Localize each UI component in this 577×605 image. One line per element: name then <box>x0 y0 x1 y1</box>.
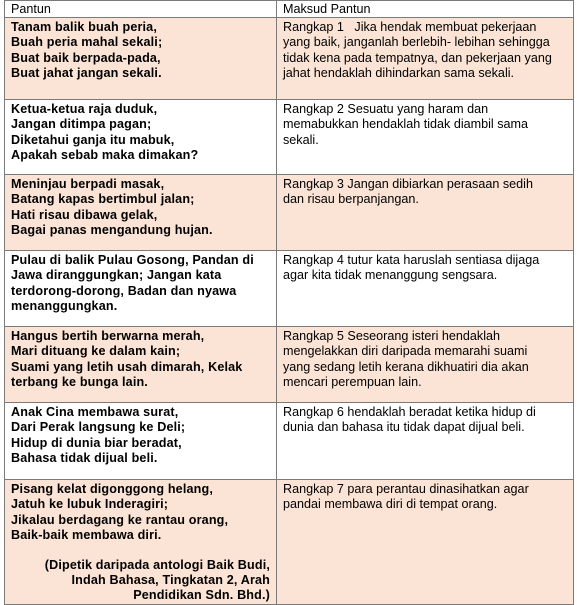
verse-line: Jikalau berdagang ke rantau orang, <box>11 512 229 527</box>
maksud-cell <box>277 18 574 100</box>
verse-line: terbang ke bunga lain. <box>11 374 148 389</box>
verse-line: Tanam balik buah peria, <box>11 20 157 35</box>
verse-line: Bahasa tidak dijual beli. <box>11 450 158 465</box>
meaning-line: Rangkap 5 Seseorang isteri hendaklah <box>283 329 501 344</box>
verse-line: Batang kapas bertimbul jalan; <box>11 192 195 207</box>
maksud-cell <box>277 403 574 480</box>
meaning-line: jahat hendaklah dihindarkan sama sekali. <box>283 65 515 80</box>
verse-line: Suami yang letih usah dimarah, Kelak <box>11 359 243 374</box>
table-row <box>5 175 574 251</box>
verse-line: Hidup di dunia biar beradat, <box>11 435 182 450</box>
header-maksud-pantun: Maksud Pantun <box>277 1 574 18</box>
meaning-line: mengelakkan diri daripada memarahi suami <box>283 344 528 359</box>
meaning-line: Rangkap 4 tutur kata haruslah sentiasa dijaga <box>283 253 540 268</box>
verse-line: Mari dituang ke dalam kain; <box>11 344 181 359</box>
pantun-verse-cell <box>5 327 277 403</box>
verse-line: Apakah sebab maka dimakan? <box>11 147 199 162</box>
verse-line: terdorong-dorong, Badan dan nyawa <box>11 283 237 298</box>
verse-line: Jangan ditimpa pagan; <box>11 117 152 132</box>
meaning-line: dunia dan bahasa itu tidak dapat dijual beli. <box>283 420 525 435</box>
verse-line: Pisang kelat digonggong helang, <box>11 482 213 497</box>
source-line: Pendidikan Sdn. Bhd.) <box>133 588 270 603</box>
meaning-line: Rangkap 7 para perantau dinasihatkan agar <box>283 482 529 497</box>
meaning-line: dan risau berpanjangan. <box>283 192 419 207</box>
verse-line: Baik-baik membawa diri. <box>11 527 162 542</box>
verse-line: Buat jahat jangan sekali. <box>11 65 162 80</box>
maksud-cell <box>277 100 574 175</box>
meaning-line: Rangkap 2 Sesuatu yang haram dan <box>283 102 489 117</box>
pantun-verse-cell <box>5 100 277 175</box>
pantun-table <box>4 0 574 605</box>
pantun-verse-cell <box>5 18 277 100</box>
meaning-line: memabukkan hendaklah tidak diambil sama <box>283 117 529 132</box>
verse-line: Buat baik berpada-pada, <box>11 50 161 65</box>
maksud-cell <box>277 480 574 604</box>
meaning-line: Rangkap 3 Jangan dibiarkan perasaan sedih <box>283 177 533 192</box>
verse-line: Meninjau berpadi masak, <box>11 177 165 192</box>
meaning-line: pandai membawa diri di tempat orang. <box>283 497 498 512</box>
meaning-line: agar kita tidak menanggung sengsara. <box>283 268 498 283</box>
source-line: Indah Bahasa, Tingkatan 2, Arah <box>71 573 270 588</box>
meaning-line: tidak kena pada tempatnya, dan pekerjaan yang <box>283 50 552 65</box>
maksud-cell <box>277 327 574 403</box>
verse-line: Dari Perak langsung ke Deli; <box>11 420 186 435</box>
pantun-verse-cell <box>5 251 277 327</box>
verse-line: Ketua-ketua raja duduk, <box>11 102 158 117</box>
source-citation <box>11 558 270 604</box>
verse-line: Diketahui ganja itu mabuk, <box>11 132 175 147</box>
verse-line: Pulau di balik Pulau Gosong, Pandan di <box>11 253 254 268</box>
header-pantun: Pantun <box>5 1 277 18</box>
maksud-cell <box>277 251 574 327</box>
table-row <box>5 100 574 175</box>
verse-line: Bagai panas mengandung hujan. <box>11 222 213 237</box>
pantun-verse-cell <box>5 175 277 251</box>
maksud-cell <box>277 175 574 251</box>
verse-line: menanggungkan. <box>11 298 118 313</box>
meaning-line: yang sedang letih kerana dikhuatiri dia akan <box>283 359 529 374</box>
meaning-line: mencari perempuan lain. <box>283 374 422 389</box>
verse-line: Anak Cina membawa surat, <box>11 405 179 420</box>
header-row <box>5 1 574 18</box>
meaning-line: sekali. <box>283 132 319 147</box>
verse-line: Buah peria mahal sekali; <box>11 35 163 50</box>
table-row <box>5 480 574 604</box>
pantun-verse-cell <box>5 403 277 480</box>
meaning-line: yang baik, janganlah berlebih- lebihan sehingga <box>283 35 550 50</box>
table-row <box>5 327 574 403</box>
verse-line: Jawa diranggungkan; Jangan kata <box>11 268 222 283</box>
meaning-line: Rangkap 1 Jika hendak membuat pekerjaan <box>283 20 537 35</box>
table-row <box>5 403 574 480</box>
meaning-line: Rangkap 6 hendaklah beradat ketika hidup di <box>283 405 536 420</box>
table-row <box>5 251 574 327</box>
source-line: (Dipetik daripada antologi Baik Budi, <box>44 558 270 573</box>
pantun-verse-cell <box>5 480 277 604</box>
table-row <box>5 18 574 100</box>
verse-line: Hati risau dibawa gelak, <box>11 207 158 222</box>
verse-line: Hangus bertih berwarna merah, <box>11 329 205 344</box>
verse-line: Jatuh ke lubuk Inderagiri; <box>11 497 169 512</box>
